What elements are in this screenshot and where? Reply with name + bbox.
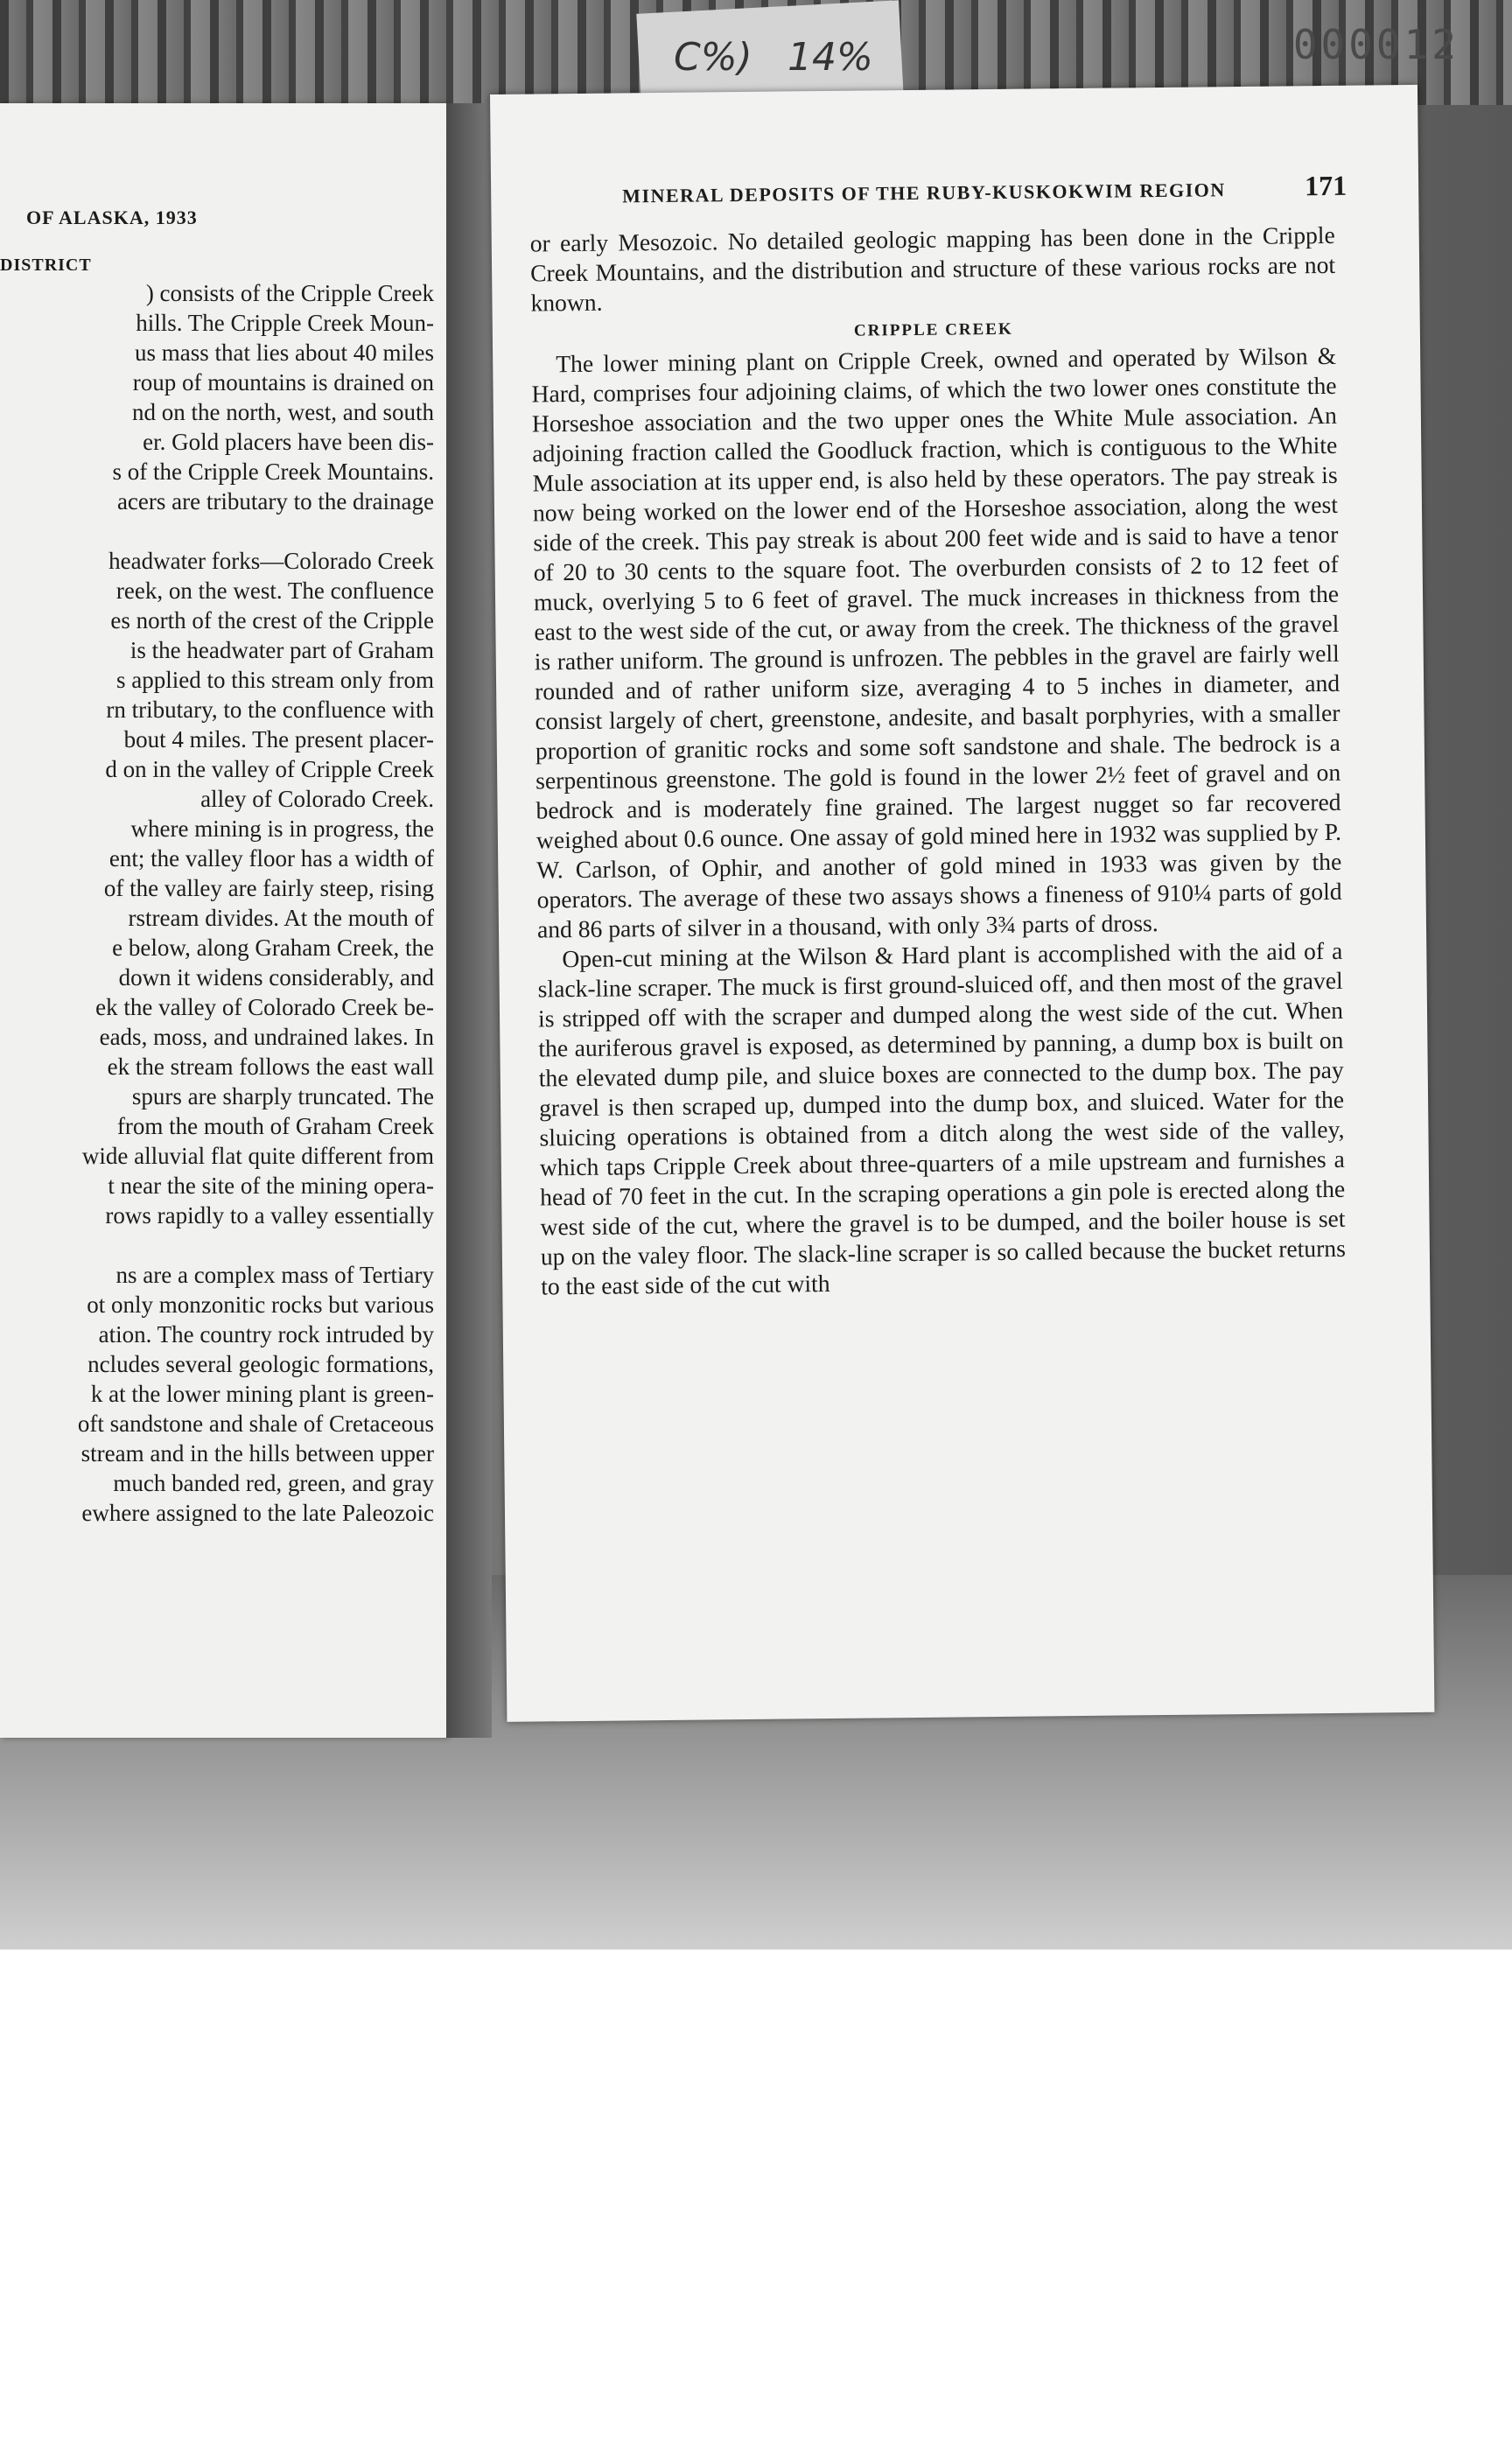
- left-page-line: down it widens considerably, and: [118, 964, 434, 990]
- left-page-line: bout 4 miles. The present placer-: [123, 726, 434, 752]
- left-page-line: ent; the valley floor has a width of: [108, 845, 434, 872]
- left-page-line: ns are a complex mass of Tertiary: [116, 1262, 434, 1288]
- left-page-line: spurs are sharply truncated. The: [131, 1083, 434, 1110]
- handwritten-mark-right: 14%: [788, 35, 873, 80]
- left-page-line: hills. The Cripple Creek Moun-: [136, 310, 434, 336]
- left-page-line: much banded red, green, and gray: [113, 1470, 434, 1496]
- left-page-line: s applied to this stream only from: [116, 667, 434, 693]
- left-page-line: headwater forks—Colorado Creek: [108, 548, 434, 574]
- left-page-line: ot only monzonitic rocks but various: [87, 1292, 434, 1318]
- left-page: [0, 103, 446, 1738]
- left-page-line: ewhere assigned to the late Paleozoic: [81, 1500, 434, 1526]
- left-page-line: where mining is in progress, the: [130, 816, 434, 842]
- left-page-line: es north of the crest of the Cripple: [110, 607, 434, 634]
- left-page-line: e below, along Graham Creek, the: [112, 934, 434, 961]
- intro-paragraph: or early Mesozoic. No detailed geologic mapping has been done in the Cripple Creek Mountains, and the distribution and structure of these various rocks are not known.: [529, 220, 1336, 317]
- left-page-line: [0, 516, 434, 546]
- left-page-line: ) consists of the Cripple Creek: [145, 280, 434, 306]
- paragraph-2: Open-cut mining at the Wilson & Hard plant is accomplished with the aid of a slack-line scraper. The muck is first ground-sluiced off, and then most of the gravel is stripped off with the scraper and dumped along the west side of the cut. When the auriferous gravel is exposed, as determined by panning, a dump box is built on the elevated dump pile, and sluice boxes are connected to the dump box. The pay gravel is then scraped up, dumped into the dump box, and sluiced. Water for the sluicing operations is obtained from a ditch along the west side of the valley, which taps Cripple Creek about three-quarters of a mile upstream and furnishes a head of 70 feet in the cut. In the scraping operations a gin pole is erected along the west side of the cut, where the gravel is to be dumped, and the boiler house is set up on the valey floor. The slack-line scraper is so called because the bucket returns to the east side of the cut with: [537, 936, 1347, 1300]
- left-page-line: d on in the valley of Cripple Creek: [105, 756, 434, 782]
- left-page-line: of the valley are fairly steep, rising: [103, 875, 434, 901]
- right-page-header: [577, 170, 1347, 210]
- left-page-line: from the mouth of Graham Creek: [116, 1113, 434, 1139]
- left-page-line: nd on the north, west, and south: [132, 399, 434, 425]
- paragraph-1: The lower mining plant on Cripple Creek, owned and operated by Wilson & Hard, comprises four adjoining claims, of which the two lower ones constitute the Horseshoe association and the two upper ones the White Mule association. An adjoining fraction called the Goodluck fraction, which is contiguous to the White Mule association at its upper end, is also held by these operators. The pay streak is now being worked on the lower end of the Horseshoe association, along the west side of the creek. This pay streak is about 200 feet wide and is said to have a tenor of 20 to 30 cents to the square foot. The overburden consists of 2 to 12 feet of muck, overlying 5 to 6 feet of gravel. The muck increases in thickness from the east to the west side of the cut, or away from the creek. The thickness of the gravel is rather uniform. The ground is unfrozen. The pebbles in the gravel are fairly well rounded and of rather uniform size, averaging 4 to 5 inches in diameter, and consist largely of chert, greenstone, andesite, and basalt porphyries, with a smaller proportion of granitic rocks and some soft sandstone and shale. The bedrock is a serpentinous greenstone. The gold is found in the lower 2½ feet of gravel and on bedrock and is moderately fine grained. The largest nugget so far recovered weighed about 0.6 ounce. One assay of gold mined here in 1932 was supplied by P. W. Carlson, of Ophir, and another of gold mined in 1933 was given by the operators. The average of these two assays shows a fineness of 910¼ parts of gold and 86 parts of silver in a thousand, with only 3¾ parts of dross.: [531, 341, 1342, 943]
- left-page-line: ek the valley of Colorado Creek be-: [95, 994, 434, 1020]
- left-page-subhead: DISTRICT: [0, 256, 92, 275]
- left-page-line: acers are tributary to the drainage: [116, 488, 434, 514]
- left-page-line: stream and in the hills between upper: [80, 1440, 434, 1466]
- left-page-line: rows rapidly to a valley essentially: [105, 1202, 434, 1228]
- left-page-line: us mass that lies about 40 miles: [135, 340, 434, 366]
- page-number: 171: [1304, 169, 1348, 202]
- left-page-line: er. Gold placers have been dis-: [143, 429, 434, 455]
- left-page-line: [0, 1230, 434, 1260]
- left-page-line: t near the site of the mining opera-: [108, 1172, 434, 1199]
- left-page-line: oft sandstone and shale of Cretaceous: [77, 1410, 434, 1437]
- left-page-line: wide alluvial flat quite different from: [81, 1143, 434, 1169]
- left-page-line: s of the Cripple Creek Mountains.: [112, 458, 434, 485]
- right-page: [490, 85, 1434, 1722]
- section-heading: CRIPPLE CREEK: [853, 319, 1013, 340]
- left-page-line: reek, on the west. The confluence: [116, 578, 434, 604]
- handwritten-mark-left: C%): [674, 35, 752, 80]
- right-page-body: [530, 220, 1347, 1302]
- left-page-line: eads, moss, and undrained lakes. In: [99, 1024, 434, 1050]
- left-page-line: ek the stream follows the east wall: [107, 1054, 434, 1080]
- stamp-number: 000012: [1292, 21, 1460, 68]
- left-page-line: alley of Colorado Creek.: [200, 786, 434, 812]
- page-gutter: [446, 103, 492, 1738]
- left-page-lines: [0, 278, 434, 1528]
- left-page-line: ncludes several geologic formations,: [88, 1351, 434, 1377]
- left-page-line: rn tributary, to the confluence with: [106, 696, 434, 723]
- left-page-line: k at the lower mining plant is green-: [90, 1381, 434, 1407]
- left-page-line: is the headwater part of Graham: [130, 637, 434, 663]
- left-page-line: roup of mountains is drained on: [132, 369, 434, 396]
- left-page-line: ation. The country rock intruded by: [98, 1321, 434, 1348]
- left-page-line: rstream divides. At the mouth of: [128, 905, 434, 931]
- left-page-header: OF ALASKA, 1933: [26, 206, 198, 228]
- running-head: MINERAL DEPOSITS OF THE RUBY-KUSKOKWIM REGION: [622, 178, 1226, 207]
